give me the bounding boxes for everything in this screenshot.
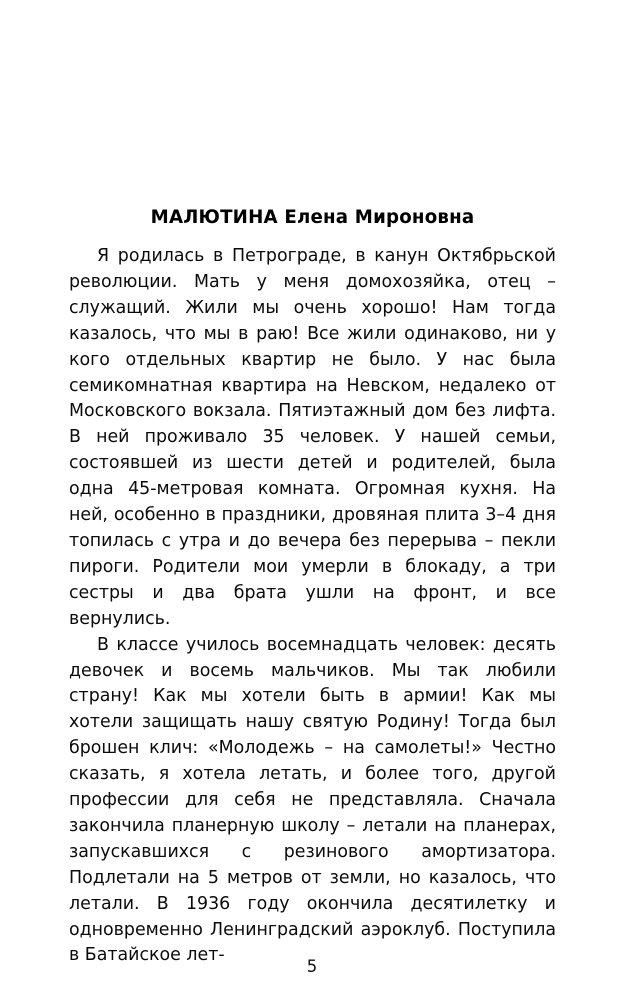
paragraph-1: Я родилась в Петрограде, в канун Октябрьской революции. Мать у меня домохозяйка, отец – служащий. Жили мы очень хорошо! Нам тогда казалось, что мы в раю! Все жили одинаково, ни у кого отдельных квартир не было. У нас была семикомнатная квартира на Невском, недалеко от Московского вокзала. Пятиэтажный дом без лифта. В ней проживало 35 человек. У нашей семьи, состоявшей из шести детей и родителей, была одна 45-метровая комната. Огромная кухня. На ней, особенно в праздники, дровяная плита 3–4 дня топилась с утра и до вечера без перерыва – пекли пироги. Родители мои умерли в блокаду, а три сестры и два брата ушли на фронт, и все вернулись. [69, 246, 556, 629]
page-content [69, 206, 556, 969]
body-text [69, 244, 556, 969]
paragraph-2: В классе училось восемнадцать человек: десять девочек и восемь мальчиков. Мы так любили страну! Как мы хотели быть в армии! Как мы хотели защищать нашу святую Родину! Тогда был брошен клич: «Молодежь – на самолеты!» Честно сказать, я хотела летать, и более того, другой профессии для себя не представляла. Сначала закончила планерную школу – летали на планерах, запускавшихся с резинового амортизатора. Подлетали на 5 метров от земли, но казалось, что летали. В 1936 году окончила десятилетку и одновременно Ленинградский аэроклуб. Поступила в Батайское лет- [69, 634, 556, 966]
entry-heading: МАЛЮТИНА Елена Мироновна [150, 207, 475, 228]
page-number: 5 [306, 957, 318, 976]
